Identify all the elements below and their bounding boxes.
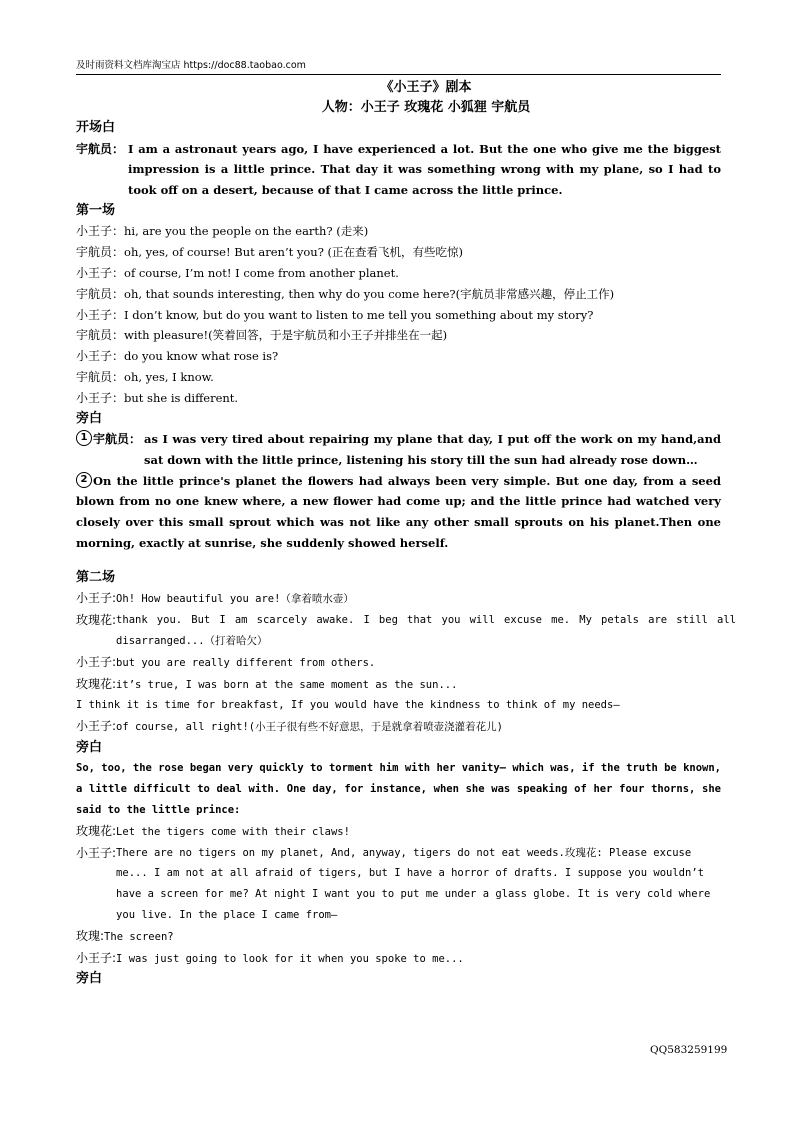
- dialogue-line: [76, 388, 736, 409]
- dialogue-line: [76, 610, 736, 652]
- dialogue-line: [76, 263, 736, 284]
- dialogue-text: of course, all right!(小王子很有些不好意思，于是就拿着喷壶浇灌着花儿): [116, 721, 503, 734]
- speaker-label: 宇航员：: [76, 369, 125, 384]
- page-header: 及时雨资料文档库淘宝店 https://doc88.taobao.com: [76, 59, 721, 75]
- dialogue-text: The screen?: [104, 930, 174, 943]
- dialogue-text: I don’t know, but do you want to listen to me tell you something about my story?: [124, 307, 594, 322]
- dialogue-text: thank you. But I am scarcely awake. I beg that you will excuse me. My petals are still all disarranged...（打着哈欠）: [116, 614, 736, 647]
- opening-paragraph: [76, 139, 721, 201]
- dialogue-text: but you are really different from others.: [116, 656, 376, 669]
- speaker-label: 小王子：: [76, 224, 125, 239]
- speaker-name: 宇航员：: [93, 432, 142, 447]
- dialogue-text: Let the tigers come with their claws!: [116, 825, 350, 838]
- dialogue-text: oh, yes, of course! But aren’t you? (正在查看飞机，有些吃惊): [124, 245, 464, 260]
- dialogue-line: [76, 948, 736, 970]
- speaker-label: 宇航员：: [76, 328, 125, 343]
- dialogue-text: oh, that sounds interesting, then why do you come here?(宇航员非常感兴趣，停止工作): [124, 286, 615, 301]
- speaker-label: 小王子:: [76, 591, 117, 606]
- dialogue-text: There are no tigers on my planet, And, anyway, tigers do not eat weeds.玫瑰花: Please excuse me... I am not at all afraid of tigers, but I have a horror of drafts. I suppose you wouldn’t have a screen for me? At night I want you to put me under a glass globe. It is very cold where you live. In the place I came from—: [116, 846, 711, 921]
- speaker-label: 小王子:: [76, 845, 117, 860]
- narration1-paragraph2: [76, 471, 721, 554]
- dialogue-line: [76, 305, 736, 326]
- dialogue-line: [76, 242, 736, 263]
- speaker-label: 玫瑰花:: [76, 823, 117, 838]
- dialogue-line: [76, 716, 736, 738]
- speaker-label: 小王子：: [76, 390, 125, 405]
- dialogue-text: Oh! How beautiful you are!（拿着喷水壶）: [116, 593, 354, 606]
- circled-number-icon: 2: [76, 472, 92, 488]
- speaker-label: 小王子:: [76, 950, 117, 965]
- narration1-heading: 旁白: [76, 410, 103, 426]
- dialogue-line: [76, 346, 736, 367]
- speaker-label: 小王子：: [76, 307, 125, 322]
- scene1-dialogue: [76, 221, 736, 408]
- speaker-label: 小王子：: [76, 349, 125, 364]
- narration2-heading: 旁白: [76, 739, 103, 755]
- dialogue-line: [76, 674, 736, 696]
- narration-text: On the little prince's planet the flowers had always been very simple. But one day, from a seed blown from no one knew where, a new flower had come up; and the little prince had watched very closely over this small sprout which was not like any other small sprouts on his planet.Then one morning, exactly at sunrise, she suddenly showed herself.: [76, 473, 721, 551]
- page-footer: QQ583259199: [650, 1044, 728, 1056]
- speaker-label: 小王子:: [76, 719, 117, 734]
- speaker-label: 玫瑰花:: [76, 676, 117, 691]
- dialogue-line: [76, 843, 721, 926]
- dialogue-text: do you know what rose is?: [124, 349, 279, 364]
- dialogue-text: but she is different.: [124, 390, 239, 405]
- dialogue-line: [76, 325, 736, 346]
- dialogue-text: of course, I’m not! I come from another planet.: [124, 265, 399, 280]
- dialogue-text: oh, yes, I know.: [124, 369, 214, 384]
- script-title: 《小王子》剧本: [380, 80, 472, 95]
- opening-heading: 开场白: [76, 120, 116, 135]
- opening-text: I am a astronaut years ago, I have experienced a lot. But the one who give me the biggest impression is a little prince. That day it was something wrong with my plane, so I had to took off on a desert, because of that I came across the little prince.: [128, 141, 721, 198]
- dialogue-line: [76, 652, 736, 674]
- script-body: [76, 78, 736, 990]
- scene2-dialogue: [76, 588, 736, 738]
- speaker-label: 小王子:: [76, 654, 117, 669]
- scene1-heading: 第一场: [76, 202, 116, 218]
- narration1-paragraph1: [76, 429, 721, 471]
- dialogue-text: it’s true, I was born at the same moment as the sun...: [116, 678, 458, 691]
- speaker-label: 宇航员：: [76, 286, 125, 301]
- narration-text: as I was very tired about repairing my plane that day, I put off the work on my hand,and sat down with the little prince, listening his story till the sun had already rose down…: [144, 432, 721, 467]
- dialogue-line: I think it is time for breakfast, If you would have the kindness to think of my needs—: [76, 699, 620, 712]
- dialogue-text: I was just going to look for it when you spoke to me...: [116, 952, 464, 965]
- speaker-label: 玫瑰花:: [76, 613, 117, 628]
- dialogue-line: [76, 221, 736, 242]
- narration2-paragraph: So, too, the rose began very quickly to torment him with her vanity— which was, if the truth be known, a little difficult to deal with. One day, for instance, when she was speaking of her four thorns, she said to the little prince:: [76, 762, 721, 817]
- closing-heading: 旁白: [76, 971, 103, 987]
- speaker-label: 玫瑰:: [76, 928, 105, 943]
- scene2-heading: 第二场: [76, 569, 116, 585]
- dialogue-line: [76, 367, 736, 388]
- dialogue-text: hi, are you the people on the earth? (走来): [124, 224, 369, 239]
- speaker-label: 宇航员：: [76, 245, 125, 260]
- dialogue-line: [76, 284, 736, 305]
- speaker-label: 小王子：: [76, 265, 125, 280]
- dialogue-line: [76, 821, 736, 843]
- circled-number-icon: 1: [76, 430, 92, 446]
- spacer: [76, 554, 736, 568]
- speaker-label: 宇航员：: [76, 141, 125, 156]
- narration2-dialogue: [76, 821, 736, 970]
- dialogue-text: with pleasure!(笑着回答，于是宇航员和小王子并排坐在一起): [124, 328, 448, 343]
- dialogue-line: [76, 926, 736, 948]
- speaker-label: [76, 429, 141, 471]
- character-list: 人物：小王子 玫瑰花 小狐狸 宇航员: [321, 100, 531, 115]
- dialogue-line: [76, 588, 736, 610]
